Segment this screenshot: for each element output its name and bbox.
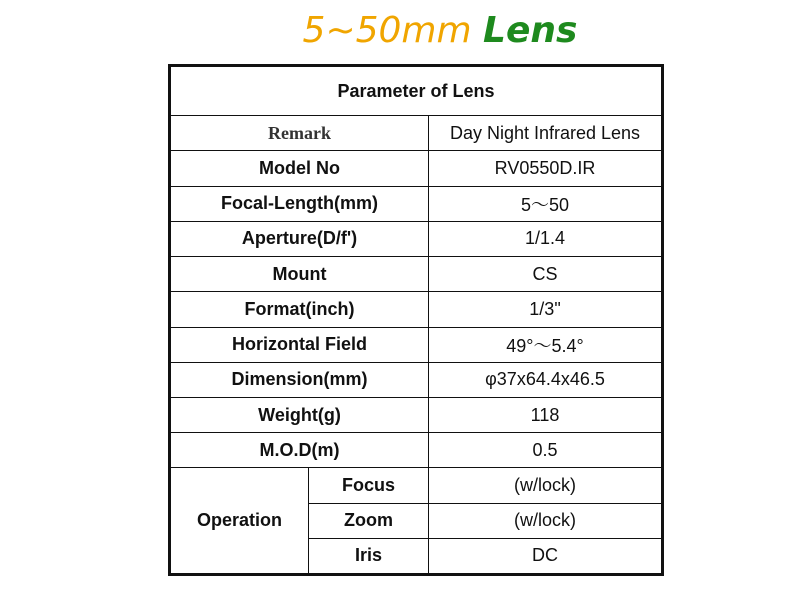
heading-lens: Lens bbox=[483, 10, 578, 51]
row-value-model-no: RV0550D.IR bbox=[429, 151, 663, 186]
row-label-format: Format(inch) bbox=[170, 292, 429, 327]
table-row bbox=[170, 397, 663, 432]
row-label-mod: M.O.D(m) bbox=[170, 433, 429, 468]
sub-value-focus: (w/lock) bbox=[429, 468, 663, 503]
table-row bbox=[170, 433, 663, 468]
row-label-focal-length: Focal-Length(mm) bbox=[170, 186, 429, 221]
row-label-weight: Weight(g) bbox=[170, 397, 429, 432]
sub-label-focus: Focus bbox=[309, 468, 429, 503]
sub-label-zoom: Zoom bbox=[309, 503, 429, 538]
table-row bbox=[170, 186, 663, 221]
row-value-dimension: φ37x64.4x46.5 bbox=[429, 362, 663, 397]
table-row bbox=[170, 151, 663, 186]
row-value-format: 1/3" bbox=[429, 292, 663, 327]
lens-parameter-table bbox=[168, 64, 664, 576]
table-row bbox=[170, 292, 663, 327]
row-value-mount: CS bbox=[429, 257, 663, 292]
table-title: Parameter of Lens bbox=[170, 66, 663, 116]
heading-range: 5~50mm bbox=[302, 10, 472, 51]
row-value-weight: 118 bbox=[429, 397, 663, 432]
row-label-model-no: Model No bbox=[170, 151, 429, 186]
sub-label-iris: Iris bbox=[309, 538, 429, 574]
table-row bbox=[170, 116, 663, 151]
page-heading bbox=[0, 6, 800, 56]
table-row bbox=[170, 221, 663, 256]
sub-value-iris: DC bbox=[429, 538, 663, 574]
table-row bbox=[170, 257, 663, 292]
sub-value-zoom: (w/lock) bbox=[429, 503, 663, 538]
row-value-remark: Day Night Infrared Lens bbox=[429, 116, 663, 151]
row-label-aperture: Aperture(D/f') bbox=[170, 221, 429, 256]
row-label-operation: Operation bbox=[170, 468, 309, 575]
row-label-mount: Mount bbox=[170, 257, 429, 292]
row-label-dimension: Dimension(mm) bbox=[170, 362, 429, 397]
row-label-remark: Remark bbox=[170, 116, 429, 151]
row-value-mod: 0.5 bbox=[429, 433, 663, 468]
row-value-aperture: 1/1.4 bbox=[429, 221, 663, 256]
row-value-focal-length: 5～50 bbox=[429, 186, 663, 221]
row-label-horizontal-field: Horizontal Field bbox=[170, 327, 429, 362]
table-row bbox=[170, 327, 663, 362]
row-value-horizontal-field: 49°～5.4° bbox=[429, 327, 663, 362]
table-row bbox=[170, 362, 663, 397]
table-row bbox=[170, 468, 663, 503]
